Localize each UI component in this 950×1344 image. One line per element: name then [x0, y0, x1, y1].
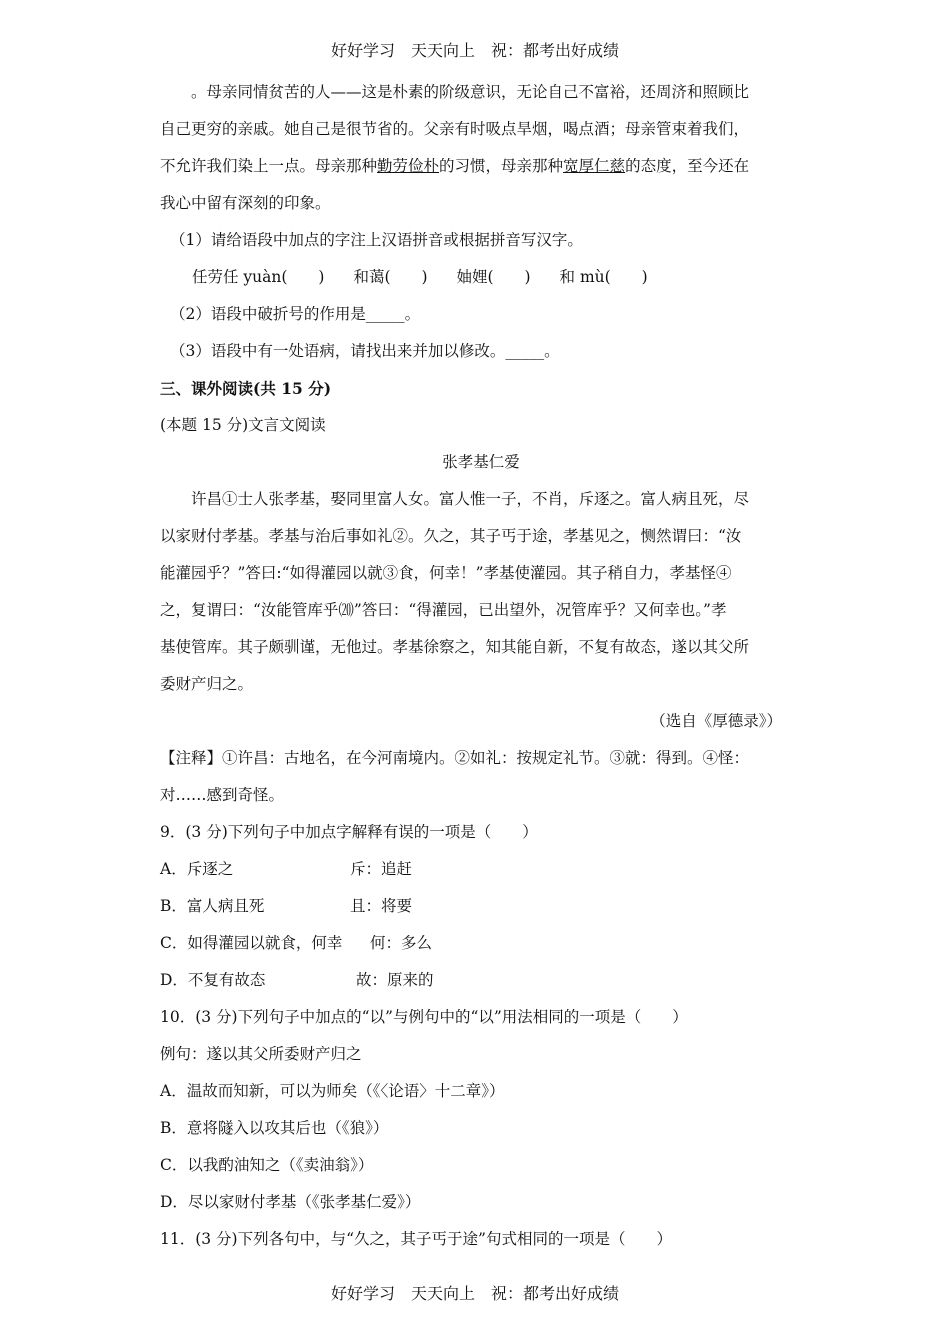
option-row: B．富人病且死 且：将要 — [160, 897, 413, 915]
wenyan-line: 委财产归之。 — [160, 675, 254, 693]
page-header: 好好学习 天天向上 祝：都考出好成绩 — [330, 41, 619, 60]
section-heading: 三、课外阅读(共 15 分) — [160, 379, 332, 398]
passage-line: 不允许我们染上一点。母亲那种勤劳俭朴的习惯，母亲那种宽厚仁慈的态度，至今还在 — [160, 157, 750, 175]
example-sentence: 例句：遂以其父所委财产归之 — [160, 1045, 362, 1063]
option-row: D．不复有故态 故：原来的 — [160, 971, 434, 989]
option-row: A．温故而知新，可以为师矣（《〈论语〉十二章》） — [160, 1082, 505, 1100]
passage-line: 我心中留有深刻的印象。 — [160, 194, 331, 212]
wenyan-line: 许昌①士人张孝基，娶同里富人女。富人惟一子，不肖，斥逐之。富人病且死，尽 — [191, 490, 750, 508]
passage-line: 自己更穷的亲戚。她自己是很节省的。父亲有时吸点旱烟，喝点酒；母亲管束着我们， — [160, 120, 750, 138]
underlined-phrase: 勤劳俭朴 — [377, 157, 440, 175]
underlined-phrase: 宽厚仁慈 — [563, 157, 626, 175]
pinyin-item: 和 mù( ) — [559, 268, 648, 286]
question-1: （1）请给语段中加点的字注上汉语拼音或根据拼音写汉字。 — [170, 231, 583, 249]
question-3: （3）语段中有一处语病，请找出来并加以修改。_____。 — [170, 342, 560, 360]
page-content — [160, 74, 802, 1258]
page-footer: 好好学习 天天向上 祝：都考出好成绩 — [330, 1284, 619, 1303]
option-row: C．如得灌园以就食，何幸 何：多么 — [160, 934, 433, 952]
wenyan-line: 之，复谓曰：“汝能管库乎⒇”答曰：“得灌园，已出望外，况管库乎？又何幸也。”孝 — [160, 601, 727, 619]
question-10: 10．(3 分)下列句子中加点的“以”与例句中的“以”用法相同的一项是（ ） — [160, 1008, 688, 1026]
annotation: 对……感到奇怪。 — [160, 786, 285, 804]
wenyan-source: （选自《厚德录》） — [650, 712, 782, 730]
option-row: A．斥逐之 斥：追赶 — [160, 860, 413, 878]
wenyan-line: 能灌园乎？”答曰:“如得灌园以就③食，何幸！”孝基使灌园。其子稍自力，孝基怪④ — [160, 564, 732, 582]
wenyan-title: 张孝基仁爱 — [442, 453, 520, 471]
passage-line: 。母亲同情贫苦的人——这是朴素的阶级意识，无论自己不富裕，还周济和照顾比 — [191, 83, 750, 101]
pinyin-item: 妯娌( ) — [456, 268, 531, 286]
section-subheading: (本题 15 分)文言文阅读 — [160, 416, 326, 434]
option-row: C．以我酌油知之（《卖油翁》） — [160, 1156, 374, 1174]
pinyin-item: 任劳任 yuàn( ) — [192, 268, 325, 286]
pinyin-item: 和蔼( ) — [353, 268, 428, 286]
question-2: （2）语段中破折号的作用是_____。 — [170, 305, 421, 323]
option-row: D．尽以家财付孝基（《张孝基仁爱》） — [160, 1193, 421, 1211]
annotation: 【注释】①许昌：古地名，在今河南境内。②如礼：按规定礼节。③就：得到。④怪： — [160, 749, 750, 767]
pinyin-items — [160, 259, 802, 296]
question-9: 9．(3 分)下列句子中加点字解释有误的一项是（ ） — [160, 823, 538, 841]
wenyan-line: 以家财付孝基。孝基与治后事如礼②。久之，其子丐于途，孝基见之，恻然谓曰：“汝 — [160, 527, 742, 545]
question-11: 11．(3 分)下列各句中，与“久之，其子丐于途”句式相同的一项是（ ） — [160, 1230, 672, 1248]
wenyan-line: 基使管库。其子颇驯谨，无他过。孝基徐察之，知其能自新，不复有故态，遂以其父所 — [160, 638, 750, 656]
option-row: B．意将隧入以攻其后也（《狼》） — [160, 1119, 389, 1137]
